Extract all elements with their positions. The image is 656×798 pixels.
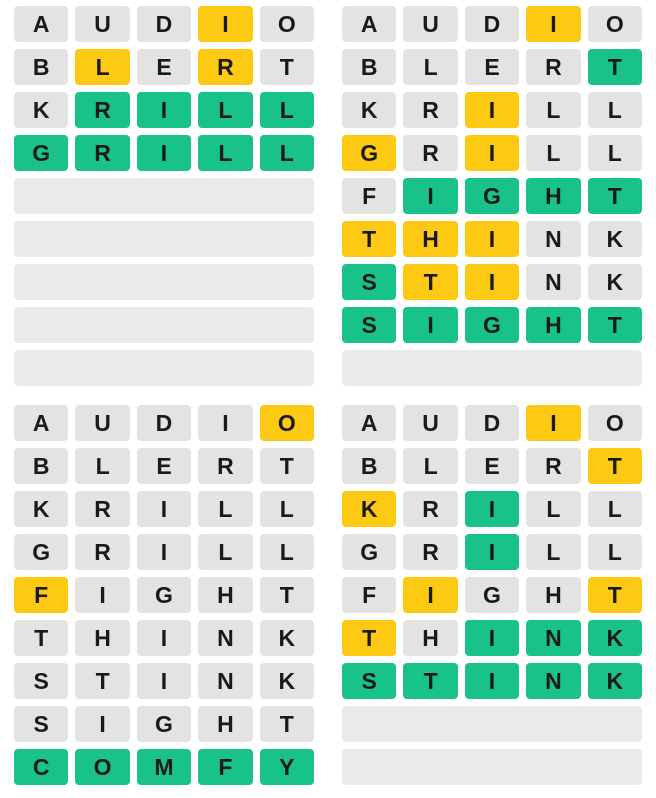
letter-tile-green: T (588, 307, 642, 343)
letter-tile-gray: K (14, 491, 68, 527)
letter-tile-yellow: I (526, 6, 580, 42)
letter-tile-green: K (588, 663, 642, 699)
letter-tile-gray: R (526, 49, 580, 85)
letter-tile-gray: H (526, 577, 580, 613)
guess-row (342, 6, 642, 42)
letter-tile-yellow: T (342, 620, 396, 656)
letter-tile-gray: N (526, 264, 580, 300)
guess-row (342, 264, 642, 300)
letter-tile-gray: T (14, 620, 68, 656)
letter-tile-gray: G (14, 534, 68, 570)
letter-tile-gray: E (465, 448, 519, 484)
letter-tile-gray: R (75, 534, 129, 570)
letter-tile-gray: R (403, 135, 457, 171)
guess-row (342, 491, 642, 527)
letter-tile-gray: O (588, 405, 642, 441)
guess-row (342, 534, 642, 570)
letter-tile-green: S (342, 663, 396, 699)
letter-tile-green: M (137, 749, 191, 785)
letter-tile-green: I (465, 491, 519, 527)
letter-tile-gray: T (75, 663, 129, 699)
letter-tile-gray: K (342, 92, 396, 128)
letter-tile-yellow: I (465, 221, 519, 257)
letter-tile-gray: E (137, 448, 191, 484)
letter-tile-green: T (588, 49, 642, 85)
letter-tile-gray: R (403, 491, 457, 527)
letter-tile-yellow: I (465, 264, 519, 300)
letter-tile-gray: I (198, 405, 252, 441)
quadrant-top-left (0, 0, 328, 399)
letter-tile-gray: U (403, 405, 457, 441)
letter-tile-gray: L (526, 92, 580, 128)
letter-tile-gray: H (75, 620, 129, 656)
quadrant-top-right (328, 0, 656, 399)
letter-tile-gray: L (526, 135, 580, 171)
letter-tile-green: I (403, 307, 457, 343)
letter-tile-yellow: I (526, 405, 580, 441)
empty-guess-row (14, 264, 314, 300)
letter-tile-gray: A (14, 6, 68, 42)
letter-tile-green: I (465, 534, 519, 570)
letter-tile-gray: O (260, 6, 314, 42)
letter-tile-yellow: H (403, 221, 457, 257)
letter-tile-yellow: G (342, 135, 396, 171)
letter-tile-gray: N (198, 663, 252, 699)
quadrant-bottom-right (328, 399, 656, 798)
letter-tile-gray: N (198, 620, 252, 656)
letter-tile-gray: L (260, 491, 314, 527)
letter-tile-green: L (260, 92, 314, 128)
guess-row (14, 6, 314, 42)
letter-tile-green: N (526, 620, 580, 656)
letter-tile-green: S (342, 307, 396, 343)
guess-row (342, 405, 642, 441)
letter-tile-gray: U (75, 6, 129, 42)
letter-tile-gray: B (342, 448, 396, 484)
guess-row (14, 534, 314, 570)
letter-tile-gray: R (526, 448, 580, 484)
guess-grid-top-right (342, 6, 642, 386)
letter-tile-green: K (588, 620, 642, 656)
guess-row (342, 221, 642, 257)
letter-tile-green: T (403, 663, 457, 699)
letter-tile-gray: F (342, 577, 396, 613)
letter-tile-gray: T (260, 448, 314, 484)
letter-tile-gray: H (198, 577, 252, 613)
letter-tile-gray: L (526, 491, 580, 527)
guess-row (14, 749, 314, 785)
letter-tile-gray: L (403, 49, 457, 85)
guess-row (14, 135, 314, 171)
letter-tile-yellow: I (403, 577, 457, 613)
letter-tile-green: R (75, 135, 129, 171)
letter-tile-yellow: T (588, 577, 642, 613)
letter-tile-gray: D (137, 405, 191, 441)
letter-tile-green: L (260, 135, 314, 171)
letter-tile-green: G (465, 178, 519, 214)
letter-tile-gray: U (403, 6, 457, 42)
empty-guess-row (14, 178, 314, 214)
letter-tile-gray: H (198, 706, 252, 742)
letter-tile-gray: B (14, 49, 68, 85)
letter-tile-yellow: I (465, 92, 519, 128)
letter-tile-yellow: I (465, 135, 519, 171)
letter-tile-gray: L (588, 534, 642, 570)
letter-tile-gray: T (260, 577, 314, 613)
letter-tile-gray: I (137, 620, 191, 656)
letter-tile-gray: D (465, 405, 519, 441)
guess-row (14, 491, 314, 527)
letter-tile-gray: S (14, 663, 68, 699)
empty-guess-row (342, 749, 642, 785)
letter-tile-gray: O (588, 6, 642, 42)
letter-tile-gray: H (403, 620, 457, 656)
letter-tile-yellow: I (198, 6, 252, 42)
guess-row (14, 620, 314, 656)
letter-tile-gray: T (260, 706, 314, 742)
guess-row (14, 448, 314, 484)
letter-tile-gray: L (588, 491, 642, 527)
letter-tile-yellow: T (403, 264, 457, 300)
guess-row (342, 620, 642, 656)
letter-tile-green: T (588, 178, 642, 214)
guess-row (342, 92, 642, 128)
guess-row (342, 577, 642, 613)
guess-row (14, 663, 314, 699)
letter-tile-gray: B (14, 448, 68, 484)
guess-row (342, 178, 642, 214)
guess-grid-bottom-right (342, 405, 642, 785)
guess-row (14, 92, 314, 128)
letter-tile-green: L (198, 135, 252, 171)
letter-tile-gray: T (260, 49, 314, 85)
letter-tile-gray: R (198, 448, 252, 484)
letter-tile-gray: K (260, 663, 314, 699)
letter-tile-gray: L (260, 534, 314, 570)
letter-tile-gray: E (465, 49, 519, 85)
letter-tile-gray: G (137, 577, 191, 613)
letter-tile-gray: R (403, 534, 457, 570)
letter-tile-gray: L (588, 92, 642, 128)
letter-tile-green: I (403, 178, 457, 214)
letter-tile-yellow: F (14, 577, 68, 613)
letter-tile-yellow: K (342, 491, 396, 527)
empty-guess-row (14, 307, 314, 343)
letter-tile-gray: G (465, 577, 519, 613)
letter-tile-green: H (526, 307, 580, 343)
letter-tile-gray: I (75, 706, 129, 742)
letter-tile-green: I (137, 135, 191, 171)
letter-tile-gray: B (342, 49, 396, 85)
letter-tile-gray: I (137, 663, 191, 699)
letter-tile-green: I (137, 92, 191, 128)
letter-tile-green: S (342, 264, 396, 300)
empty-guess-row (14, 221, 314, 257)
guess-row (342, 663, 642, 699)
guess-row (14, 577, 314, 613)
letter-tile-gray: F (342, 178, 396, 214)
guess-row (14, 405, 314, 441)
letter-tile-gray: R (403, 92, 457, 128)
letter-tile-gray: I (137, 534, 191, 570)
letter-tile-gray: K (588, 264, 642, 300)
letter-tile-green: L (198, 92, 252, 128)
letter-tile-gray: L (75, 448, 129, 484)
letter-tile-gray: L (588, 135, 642, 171)
guess-row (342, 135, 642, 171)
guess-row (342, 448, 642, 484)
letter-tile-green: I (465, 620, 519, 656)
guess-grid-bottom-left (14, 405, 314, 785)
letter-tile-yellow: L (75, 49, 129, 85)
letter-tile-gray: N (526, 221, 580, 257)
letter-tile-yellow: T (342, 221, 396, 257)
letter-tile-gray: A (342, 405, 396, 441)
letter-tile-green: R (75, 92, 129, 128)
letter-tile-gray: L (198, 491, 252, 527)
letter-tile-gray: I (75, 577, 129, 613)
letter-tile-green: Y (260, 749, 314, 785)
guess-row (342, 307, 642, 343)
letter-tile-green: O (75, 749, 129, 785)
letter-tile-gray: K (260, 620, 314, 656)
letter-tile-gray: G (342, 534, 396, 570)
letter-tile-gray: A (342, 6, 396, 42)
empty-guess-row (342, 350, 642, 386)
empty-guess-row (14, 350, 314, 386)
letter-tile-green: C (14, 749, 68, 785)
empty-guess-row (342, 706, 642, 742)
letter-tile-gray: K (588, 221, 642, 257)
letter-tile-gray: S (14, 706, 68, 742)
letter-tile-gray: D (465, 6, 519, 42)
guess-row (342, 49, 642, 85)
letter-tile-gray: R (75, 491, 129, 527)
guess-row (14, 706, 314, 742)
letter-tile-gray: L (526, 534, 580, 570)
letter-tile-gray: D (137, 6, 191, 42)
letter-tile-gray: L (403, 448, 457, 484)
guess-grid-top-left (14, 6, 314, 386)
letter-tile-yellow: T (588, 448, 642, 484)
letter-tile-gray: K (14, 92, 68, 128)
letter-tile-green: H (526, 178, 580, 214)
letter-tile-yellow: O (260, 405, 314, 441)
letter-tile-gray: G (137, 706, 191, 742)
letter-tile-green: G (14, 135, 68, 171)
letter-tile-green: I (465, 663, 519, 699)
quadrant-bottom-left (0, 399, 328, 798)
letter-tile-yellow: R (198, 49, 252, 85)
letter-tile-gray: U (75, 405, 129, 441)
letter-tile-green: F (198, 749, 252, 785)
letter-tile-green: N (526, 663, 580, 699)
letter-tile-gray: A (14, 405, 68, 441)
guess-row (14, 49, 314, 85)
letter-tile-gray: I (137, 491, 191, 527)
letter-tile-gray: E (137, 49, 191, 85)
letter-tile-gray: L (198, 534, 252, 570)
letter-tile-green: G (465, 307, 519, 343)
